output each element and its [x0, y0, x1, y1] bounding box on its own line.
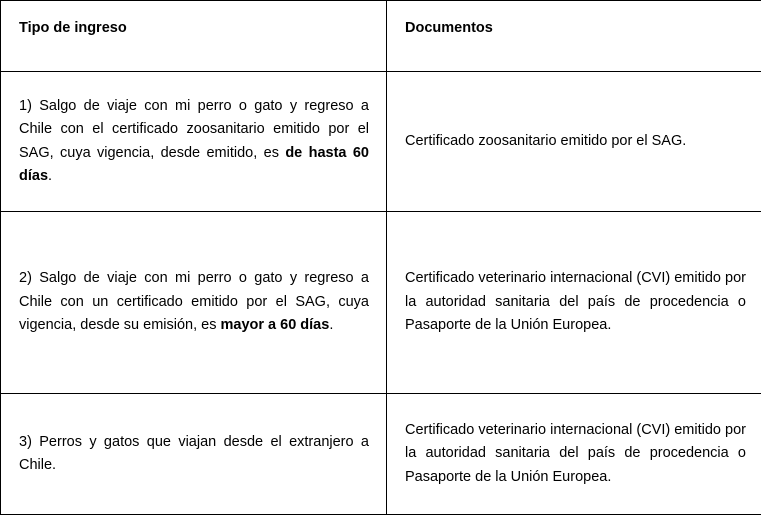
- header-documentos-label: Documentos: [405, 20, 493, 37]
- header-tipo-de-ingreso: [1, 1, 387, 72]
- tipo-text-3: 3) Perros y gatos que viajan desde el extranjero a Chile.: [19, 433, 369, 473]
- documentos-cell-2: [387, 212, 761, 394]
- tipo-cell-2: [1, 212, 387, 394]
- tipo-post-2: .: [329, 317, 334, 334]
- table-row: [1, 72, 761, 212]
- documentos-text-2: Certificado veterinario internacional (CVI) emitido por la autoridad sanitaria del país de procedencia o Pasaporte de la Unión Europea.: [405, 270, 746, 334]
- tipo-post-1: .: [48, 168, 53, 184]
- documentos-cell-3: [387, 394, 761, 515]
- tipo-bold-1: de hasta 60 días: [19, 144, 369, 184]
- table-row: [1, 212, 761, 394]
- tipo-cell-1: [1, 72, 387, 212]
- tipo-bold-2: mayor a 60 días: [220, 317, 330, 334]
- table-row: [1, 394, 761, 515]
- tipo-text-1: 1) Salgo de viaje con mi perro o gato y regreso a Chile con el certificado zoosanitario emitido por el SAG, cuya vigencia, desde emitido, es: [19, 97, 369, 161]
- documentos-text-3: Certificado veterinario internacional (CVI) emitido por la autoridad sanitaria del país de procedencia o Pasaporte de la Unión Europea.: [405, 421, 746, 485]
- documentos-text-1: Certificado zoosanitario emitido por el SAG.: [405, 132, 687, 149]
- header-documentos: [387, 1, 761, 72]
- header-tipo-label: Tipo de ingreso: [19, 20, 127, 37]
- table-header-row: [1, 1, 761, 72]
- documentos-cell-1: [387, 72, 761, 212]
- tipo-text-2: 2) Salgo de viaje con mi perro o gato y regreso a Chile con un certificado emitido por el SAG, cuya vigencia, desde su emisión, es: [19, 270, 369, 334]
- tipo-cell-3: [1, 394, 387, 515]
